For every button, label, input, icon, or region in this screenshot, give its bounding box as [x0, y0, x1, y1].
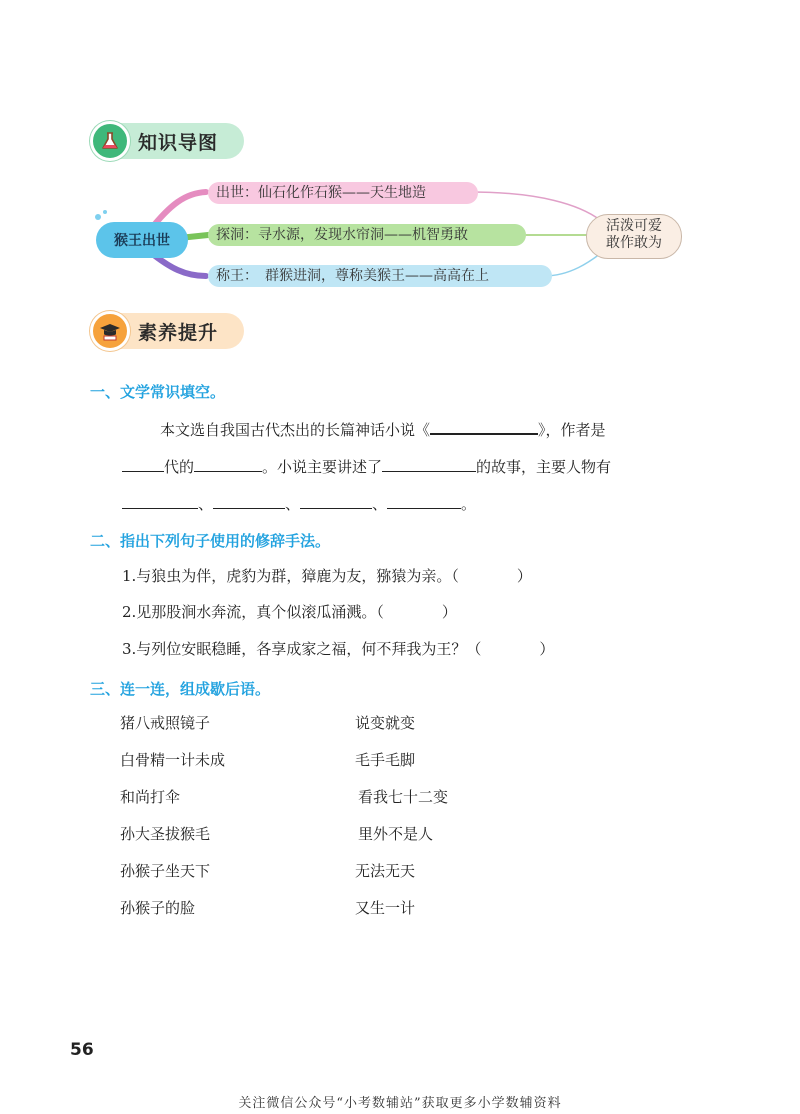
match-right-item[interactable]: 里外不是人 [358, 825, 434, 843]
graduation-cap-icon [90, 311, 130, 351]
trait-line-1: 活泼可爱 [606, 218, 662, 234]
mind-map-branch-explore: 探洞：寻水源，发现水帘洞——机智勇敢 [208, 224, 526, 246]
blank-story[interactable] [382, 455, 476, 472]
text: 代的 [164, 458, 195, 476]
match-left-item[interactable]: 猪八戒照镜子 [120, 714, 211, 732]
section-title: 知识导图 [138, 131, 219, 154]
question-2-item-2 [122, 601, 457, 622]
text: 》，作者是 [538, 421, 606, 439]
page-number: 56 [70, 1040, 94, 1060]
question-1-heading: 一、文学常识填空。 [90, 383, 226, 401]
mind-map-branch-birth: 出世：仙石化作石猴——天生地造 [208, 182, 478, 204]
mind-map-branch-crowned: 称王： 群猴进洞，尊称美猴王——高高在上 [208, 265, 552, 287]
text: 、 [285, 495, 301, 513]
question-2-item-3 [122, 638, 554, 659]
match-left-item[interactable]: 孙大圣拔猴毛 [120, 825, 211, 843]
text: 本文选自我国古代杰出的长篇神话小说《 [160, 421, 431, 439]
section-title: 素养提升 [138, 321, 219, 344]
blank-character-2[interactable] [213, 492, 285, 509]
text: ） [539, 640, 555, 658]
blank-character-3[interactable] [300, 492, 372, 509]
text: 1.与狼虫为伴，虎豹为群，獐鹿为友，猕猿为亲。（ [122, 567, 459, 585]
match-right-item[interactable]: 毛手毛脚 [355, 751, 416, 769]
question-2-item-1 [122, 565, 532, 586]
question-1-line-2 [122, 455, 611, 477]
trait-line-2: 敢作敢为 [606, 235, 662, 251]
text: 3.与列位安眠稳睡，各享成家之福，何不拜我为王？（ [122, 640, 482, 658]
blank-author[interactable] [194, 455, 262, 472]
text: ） [516, 567, 532, 585]
match-left-item[interactable]: 白骨精一计未成 [120, 751, 226, 769]
text: 的故事，主要人物有 [476, 458, 612, 476]
match-left-item[interactable]: 孙猴子坐天下 [120, 862, 211, 880]
mind-map-center: 猴王出世 [96, 222, 188, 258]
match-right-item[interactable]: 又生一计 [355, 899, 416, 917]
match-right-item[interactable]: 无法无天 [355, 862, 416, 880]
text: 。小说主要讲述了 [262, 458, 383, 476]
match-left-item[interactable]: 孙猴子的脸 [120, 899, 196, 917]
blank-dynasty[interactable] [122, 455, 164, 472]
question-3-heading: 三、连一连，组成歇后语。 [90, 680, 271, 698]
text: 。 [461, 495, 477, 513]
section-header-improvement [92, 313, 244, 349]
match-right-item[interactable]: 说变就变 [355, 714, 416, 732]
question-1-line-1 [160, 417, 606, 440]
match-left-item[interactable]: 和尚打伞 [120, 788, 181, 806]
text: 、 [198, 495, 214, 513]
text: 、 [372, 495, 388, 513]
blank-character-4[interactable] [387, 492, 461, 509]
match-right-item[interactable]: 看我七十二变 [358, 788, 449, 806]
mind-map-trait-bubble [586, 214, 682, 259]
blank-character-1[interactable] [122, 492, 198, 509]
question-2-heading: 二、指出下列句子使用的修辞手法。 [90, 532, 331, 550]
text: ） [441, 603, 457, 621]
question-1-line-3 [122, 492, 476, 514]
blank-book-title[interactable] [430, 417, 538, 435]
footer-note: 关注微信公众号“小考数辅站”获取更多小学数辅资料 [238, 1096, 562, 1111]
text: 2.见那股涧水奔流，真个似滚瓜涌溅。（ [122, 603, 384, 621]
